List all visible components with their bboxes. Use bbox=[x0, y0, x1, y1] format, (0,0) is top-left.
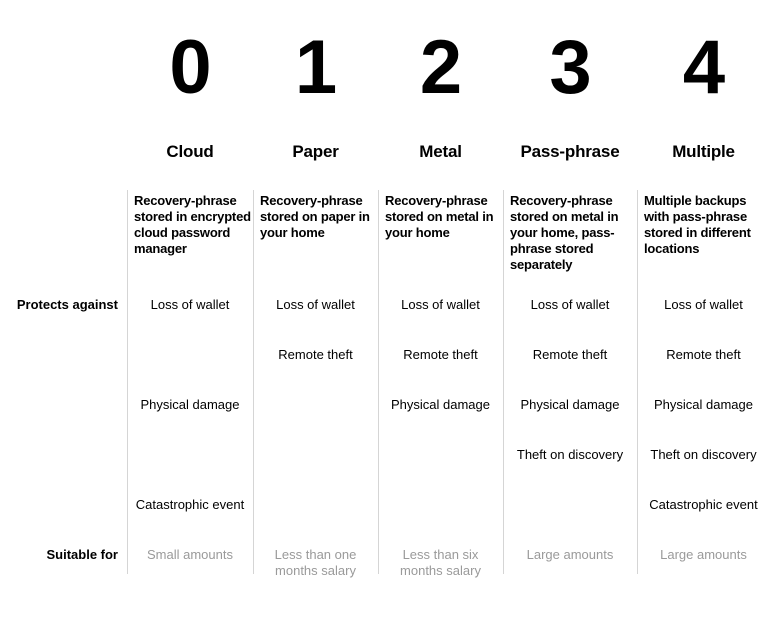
level-name: Multiple bbox=[672, 142, 735, 161]
row-label-suitable-for: Suitable for bbox=[46, 547, 118, 562]
protects-loss-of-wallet: Loss of wallet bbox=[401, 297, 480, 312]
protects-physical-damage: Physical damage bbox=[391, 397, 490, 412]
column-multiple bbox=[637, 0, 770, 625]
level-number: 2 bbox=[419, 25, 462, 110]
level-name: Pass-phrase bbox=[520, 142, 620, 161]
level-number: 4 bbox=[682, 25, 725, 110]
protects-loss-of-wallet: Loss of wallet bbox=[530, 297, 610, 312]
protects-loss-of-wallet: Loss of wallet bbox=[150, 297, 230, 312]
level-description: Recovery-phrase stored on paper in your home bbox=[260, 193, 370, 240]
level-name: Cloud bbox=[166, 142, 214, 161]
protects-physical-damage: Physical damage bbox=[140, 397, 240, 412]
level-number: 0 bbox=[169, 25, 211, 110]
column-paper bbox=[253, 0, 378, 625]
level-description: Multiple backups with pass-phrase stored in different locations bbox=[644, 193, 751, 256]
protects-remote-theft: Remote theft bbox=[532, 347, 608, 362]
protects-remote-theft: Remote theft bbox=[666, 347, 741, 362]
protects-remote-theft: Remote theft bbox=[278, 347, 353, 362]
suitable-for-value: Less than six months salary bbox=[400, 547, 481, 578]
protects-catastrophic-event: Catastrophic event bbox=[649, 497, 758, 512]
protects-theft-on-discovery: Theft on discovery bbox=[516, 447, 624, 462]
protects-physical-damage: Physical damage bbox=[520, 397, 620, 412]
suitable-for-value: Large amounts bbox=[660, 547, 747, 562]
row-label-protects-against: Protects against bbox=[16, 297, 118, 312]
column-cloud bbox=[127, 0, 253, 625]
level-name: Metal bbox=[419, 142, 462, 161]
protects-loss-of-wallet: Loss of wallet bbox=[276, 297, 355, 312]
protects-catastrophic-event: Catastrophic event bbox=[135, 497, 245, 512]
suitable-for-value: Less than one months salary bbox=[274, 547, 357, 578]
level-number: 1 bbox=[294, 25, 337, 110]
level-description: Recovery-phrase stored in encrypted cloud password manager bbox=[134, 193, 251, 256]
level-name: Paper bbox=[292, 142, 339, 161]
level-description: Recovery-phrase stored on metal in your home bbox=[385, 193, 494, 240]
suitable-for-value: Small amounts bbox=[147, 547, 233, 562]
level-number: 3 bbox=[549, 25, 591, 110]
column-pass-phrase bbox=[503, 0, 637, 625]
protects-loss-of-wallet: Loss of wallet bbox=[664, 297, 743, 312]
protects-theft-on-discovery: Theft on discovery bbox=[650, 447, 757, 462]
column-metal bbox=[378, 0, 503, 625]
protects-physical-damage: Physical damage bbox=[654, 397, 753, 412]
protects-remote-theft: Remote theft bbox=[403, 347, 478, 362]
level-description: Recovery-phrase stored on metal in your home, pass-phrase stored separately bbox=[510, 193, 619, 272]
suitable-for-value: Large amounts bbox=[526, 547, 614, 562]
